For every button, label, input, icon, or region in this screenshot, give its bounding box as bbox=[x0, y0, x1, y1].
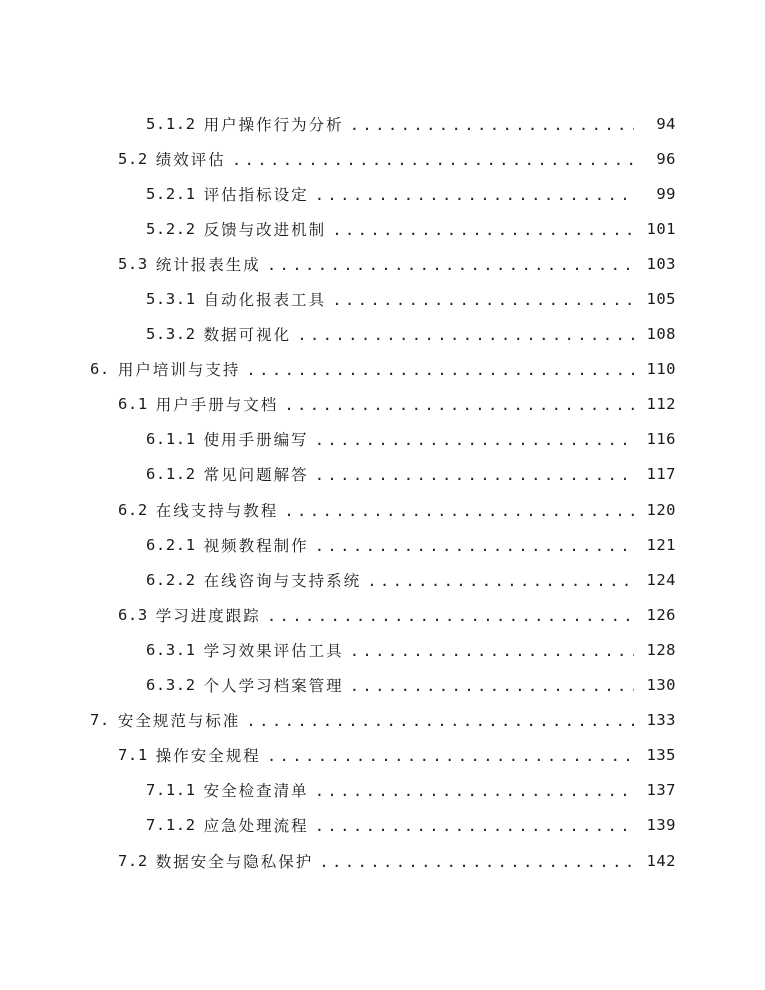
toc-entry-number: 7.1.2 bbox=[146, 816, 196, 835]
toc-entry-6-3[interactable] bbox=[0, 597, 765, 632]
toc-entry-page: 101 bbox=[646, 219, 676, 238]
toc-entry-title: 数据安全与隐私保护 bbox=[155, 852, 314, 871]
toc-entry-number: 6.1.1 bbox=[146, 430, 196, 449]
dot-leader bbox=[246, 361, 634, 379]
toc-entry-page: 112 bbox=[646, 395, 676, 414]
dot-leader bbox=[367, 572, 634, 590]
toc-entry-number: 7.1.1 bbox=[146, 781, 196, 800]
toc-entry-title: 学习效果评估工具 bbox=[203, 641, 344, 660]
toc-entry-6[interactable] bbox=[0, 352, 765, 387]
toc-entry-number: 7.1 bbox=[118, 746, 148, 765]
toc-entry-title: 用户培训与支持 bbox=[117, 361, 241, 380]
toc-entry-5-3-1[interactable] bbox=[0, 281, 765, 316]
toc-entry-title: 安全检查清单 bbox=[203, 782, 309, 801]
dot-leader bbox=[350, 116, 634, 134]
toc-entry-page: 94 bbox=[656, 114, 676, 133]
toc-entry-title: 在线咨询与支持系统 bbox=[203, 571, 362, 590]
toc-entry-title: 评估指标设定 bbox=[203, 185, 309, 204]
toc-entry-page: 117 bbox=[646, 465, 676, 484]
toc-entry-page: 108 bbox=[646, 325, 676, 344]
toc-entry-title: 常见问题解答 bbox=[203, 466, 309, 485]
toc-entry-title: 自动化报表工具 bbox=[203, 291, 327, 310]
toc-entry-number: 6. bbox=[90, 360, 110, 379]
toc-entry-title: 使用手册编写 bbox=[203, 431, 309, 450]
toc-entry-title: 数据可视化 bbox=[203, 326, 292, 345]
toc-entry-5-2[interactable] bbox=[0, 141, 765, 176]
dot-leader bbox=[332, 221, 634, 239]
toc-entry-title: 操作安全规程 bbox=[155, 747, 261, 766]
toc-entry-title: 视频教程制作 bbox=[203, 536, 309, 555]
toc-entry-number: 5.3.2 bbox=[146, 325, 196, 344]
dot-leader bbox=[297, 326, 634, 344]
toc-entry-number: 6.1.2 bbox=[146, 465, 196, 484]
toc-entry-number: 5.2.1 bbox=[146, 184, 196, 203]
toc-entry-number: 7.2 bbox=[118, 851, 148, 870]
toc-entry-6-1-2[interactable] bbox=[0, 457, 765, 492]
toc-entry-page: 103 bbox=[646, 254, 676, 273]
dot-leader bbox=[284, 502, 634, 520]
dot-leader bbox=[315, 537, 634, 555]
toc-entry-number: 6.3 bbox=[118, 605, 148, 624]
toc-entry-number: 5.1.2 bbox=[146, 114, 196, 133]
toc-entry-title: 个人学习档案管理 bbox=[203, 677, 344, 696]
toc-entry-7-1-2[interactable] bbox=[0, 808, 765, 843]
dot-leader bbox=[319, 853, 634, 871]
toc-entry-title: 学习进度跟踪 bbox=[155, 606, 261, 625]
toc-entry-number: 5.3 bbox=[118, 254, 148, 273]
toc-entry-page: 120 bbox=[646, 500, 676, 519]
dot-leader bbox=[350, 677, 634, 695]
toc-entry-page: 121 bbox=[646, 535, 676, 554]
toc-entry-6-2[interactable] bbox=[0, 492, 765, 527]
toc-entry-number: 6.1 bbox=[118, 395, 148, 414]
toc-entry-5-2-1[interactable] bbox=[0, 176, 765, 211]
toc-entry-page: 116 bbox=[646, 430, 676, 449]
toc-entry-5-1-2[interactable] bbox=[0, 106, 765, 141]
toc-entry-number: 7. bbox=[90, 711, 110, 730]
toc-entry-5-3[interactable] bbox=[0, 246, 765, 281]
dot-leader bbox=[267, 256, 634, 274]
toc-entry-5-3-2[interactable] bbox=[0, 317, 765, 352]
toc-entry-7-1[interactable] bbox=[0, 738, 765, 773]
toc-entry-title: 反馈与改进机制 bbox=[203, 220, 327, 239]
dot-leader bbox=[315, 817, 634, 835]
toc-entry-page: 133 bbox=[646, 711, 676, 730]
dot-leader bbox=[315, 782, 634, 800]
toc-entry-page: 128 bbox=[646, 640, 676, 659]
toc-entry-number: 5.2 bbox=[118, 149, 148, 168]
dot-leader bbox=[315, 186, 634, 204]
dot-leader bbox=[232, 151, 634, 169]
toc-entry-6-2-2[interactable] bbox=[0, 562, 765, 597]
dot-leader bbox=[267, 607, 634, 625]
toc-entry-title: 应急处理流程 bbox=[203, 817, 309, 836]
dot-leader bbox=[315, 431, 634, 449]
toc-entry-title: 在线支持与教程 bbox=[155, 501, 279, 520]
toc-entry-page: 105 bbox=[646, 290, 676, 309]
toc-entry-6-2-1[interactable] bbox=[0, 527, 765, 562]
dot-leader bbox=[332, 291, 634, 309]
dot-leader bbox=[315, 466, 634, 484]
toc-entry-title: 绩效评估 bbox=[155, 150, 226, 169]
dot-leader bbox=[350, 642, 634, 660]
toc-entry-7-1-1[interactable] bbox=[0, 773, 765, 808]
toc-entry-title: 安全规范与标准 bbox=[117, 712, 241, 731]
toc-entry-7[interactable] bbox=[0, 703, 765, 738]
toc-entry-number: 5.2.2 bbox=[146, 219, 196, 238]
toc-entry-page: 99 bbox=[656, 184, 676, 203]
toc-entry-title: 用户手册与文档 bbox=[155, 396, 279, 415]
toc-entry-number: 6.2.1 bbox=[146, 535, 196, 554]
dot-leader bbox=[246, 712, 634, 730]
toc-entry-number: 6.3.1 bbox=[146, 640, 196, 659]
toc-entry-page: 126 bbox=[646, 605, 676, 624]
toc-entry-6-1-1[interactable] bbox=[0, 422, 765, 457]
toc-entry-page: 96 bbox=[656, 149, 676, 168]
toc-entry-number: 6.3.2 bbox=[146, 676, 196, 695]
toc-entry-page: 142 bbox=[646, 851, 676, 870]
toc-entry-page: 135 bbox=[646, 746, 676, 765]
table-of-contents bbox=[0, 106, 765, 878]
toc-entry-page: 130 bbox=[646, 676, 676, 695]
toc-entry-6-1[interactable] bbox=[0, 387, 765, 422]
toc-entry-5-2-2[interactable] bbox=[0, 211, 765, 246]
dot-leader bbox=[284, 396, 634, 414]
toc-entry-page: 137 bbox=[646, 781, 676, 800]
toc-entry-6-3-2[interactable] bbox=[0, 668, 765, 703]
toc-entry-page: 124 bbox=[646, 570, 676, 589]
toc-entry-page: 139 bbox=[646, 816, 676, 835]
dot-leader bbox=[267, 747, 634, 765]
toc-entry-page: 110 bbox=[646, 360, 676, 379]
toc-entry-title: 统计报表生成 bbox=[155, 255, 261, 274]
toc-entry-title: 用户操作行为分析 bbox=[203, 115, 344, 134]
toc-entry-number: 6.2.2 bbox=[146, 570, 196, 589]
toc-entry-7-2[interactable] bbox=[0, 843, 765, 878]
toc-entry-6-3-1[interactable] bbox=[0, 632, 765, 667]
toc-entry-number: 6.2 bbox=[118, 500, 148, 519]
toc-entry-number: 5.3.1 bbox=[146, 290, 196, 309]
